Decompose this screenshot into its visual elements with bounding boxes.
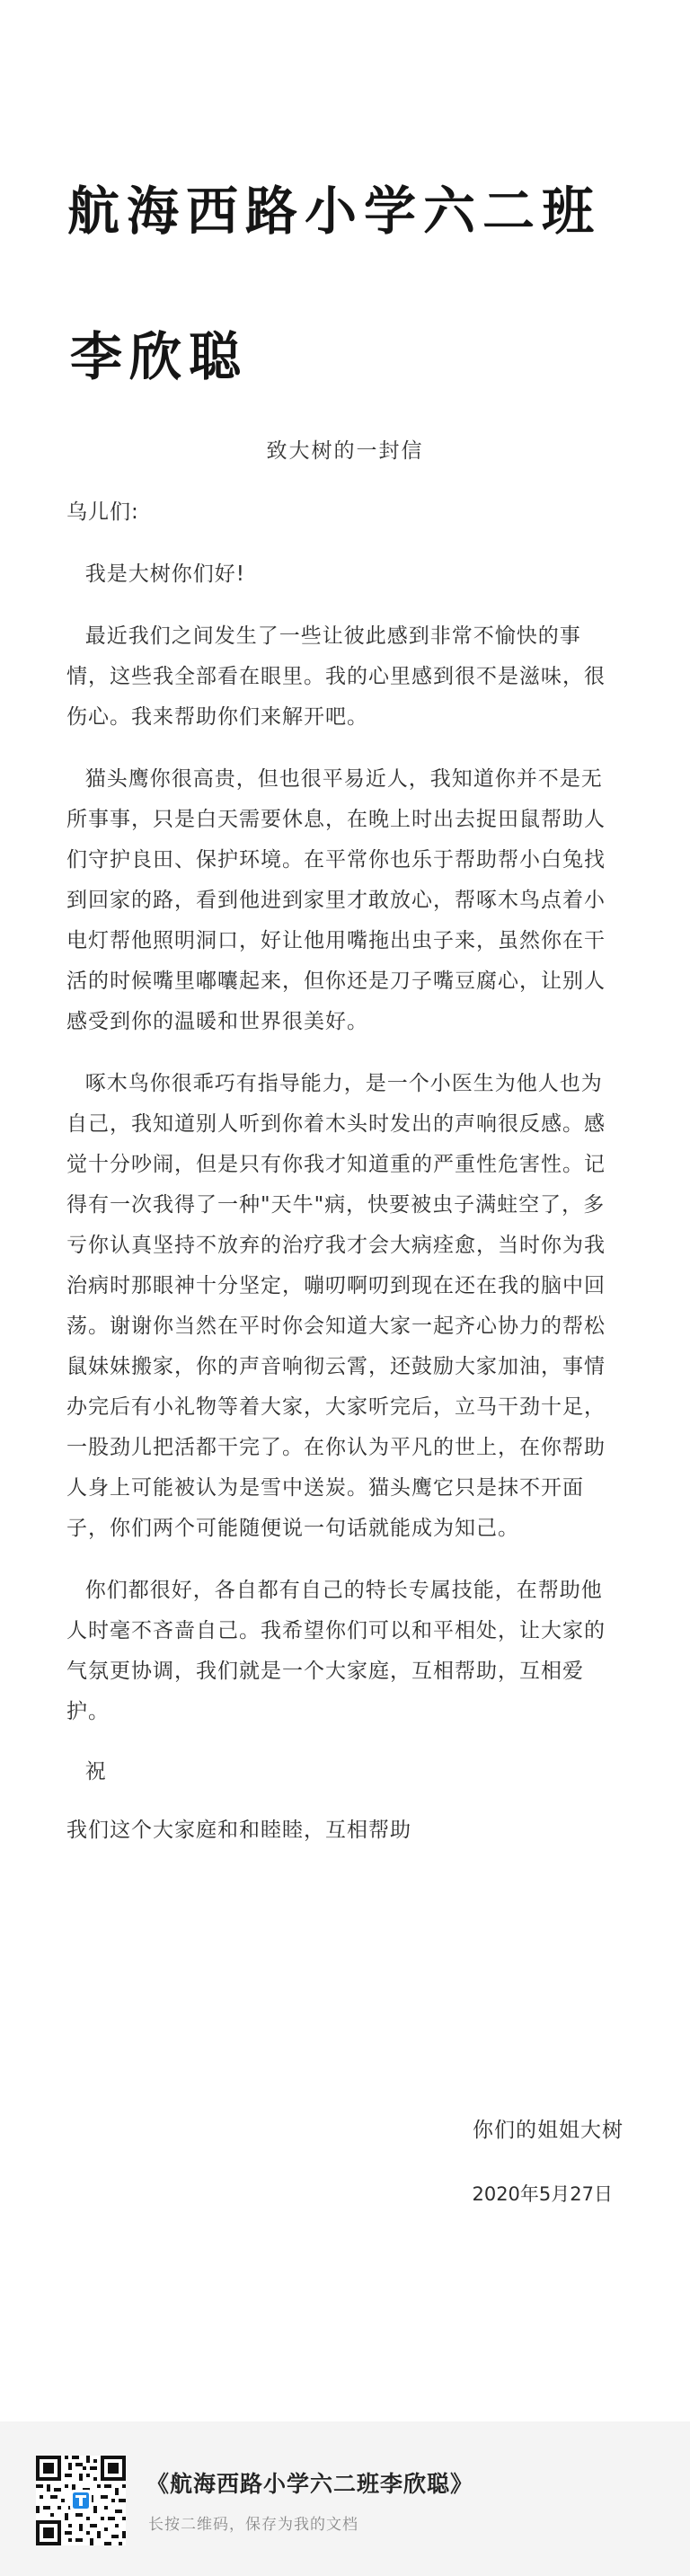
letter-paragraph: 猫头鹰你很高贵，但也很平易近人，我知道你并不是无所事事，只是白天需要休息，在晚上时出去捉田鼠帮助人们守护良田、保护环境。在平常你也乐于帮助帮小白兔找到回家的路，看到他进到家里才敢放心，帮啄木鸟点着小电灯帮他照明洞口，好让他用嘴拖出虫子来，虽然你在干活的时候嘴里嘟囔起来，但你还是刀子嘴豆腐心，让别人感受到你的温暖和世界很美好。 bbox=[66, 767, 606, 1033]
letter-signature: 你们的姐姐大树 bbox=[473, 2119, 624, 2142]
letter-title: 致大树的一封信 bbox=[266, 439, 424, 463]
letter-body bbox=[66, 492, 621, 1851]
save-hint: 长按二维码，保存为我的文档 bbox=[148, 2516, 358, 2534]
author-name: 李欣聪 bbox=[70, 326, 249, 387]
letter-wish: 祝 bbox=[84, 1760, 107, 1784]
letter-paragraph: 我是大树你们好! bbox=[84, 562, 245, 586]
letter-salutation: 乌儿们: bbox=[66, 500, 139, 524]
letter-date: 2020年5月27日 bbox=[472, 2183, 613, 2205]
save-document-footer bbox=[0, 2421, 690, 2576]
qr-code-icon[interactable] bbox=[36, 2456, 126, 2545]
letter-closing: 我们这个大家庭和和睦睦，互相帮助 bbox=[66, 1819, 411, 1842]
letter-paragraph: 你们都很好，各自都有自己的特长专属技能，在帮助他人时毫不吝啬自己。我希望你们可以和平相处，让大家的气氛更协调，我们就是一个大家庭，互相帮助，互相爱护。 bbox=[66, 1579, 606, 1723]
letter-paragraph: 啄木鸟你很乖巧有指导能力，是一个小医生为他人也为自己，我知道别人听到你着木头时发出的声响很反感。感觉十分吵闹，但是只有你我才知道重的严重性危害性。记得有一次我得了一种"天牛"病，快要被虫子满蛀空了，多亏你认真坚持不放弃的治疗我才会大病痊愈，当时你为我治病时那眼神十分坚定，嘣叨啊叨到现在还在我的脑中回荡。谢谢你当然在平时你会知道大家一起齐心协力的帮松鼠妹妹搬家，你的声音响彻云霄，还鼓励大家加油，事情办完后有小礼物等着大家，大家听完后，立马干劲十足，一股劲儿把活都干完了。在你认为平凡的世上，在你帮助人身上可能被认为是雪中送炭。猫头鹰它只是抹不开面子，你们两个可能随便说一句话就能成为知己。 bbox=[66, 1072, 606, 1540]
document-title: 《航海西路小学六二班李欣聪》 bbox=[146, 2471, 474, 2497]
letter-paragraph: 最近我们之间发生了一些让彼此感到非常不愉快的事情，这些我全部看在眼里。我的心里感到很不是滋味，很伤心。我来帮助你们来解开吧。 bbox=[66, 624, 606, 729]
school-class-heading: 航海西路小学六二班 bbox=[67, 181, 602, 242]
